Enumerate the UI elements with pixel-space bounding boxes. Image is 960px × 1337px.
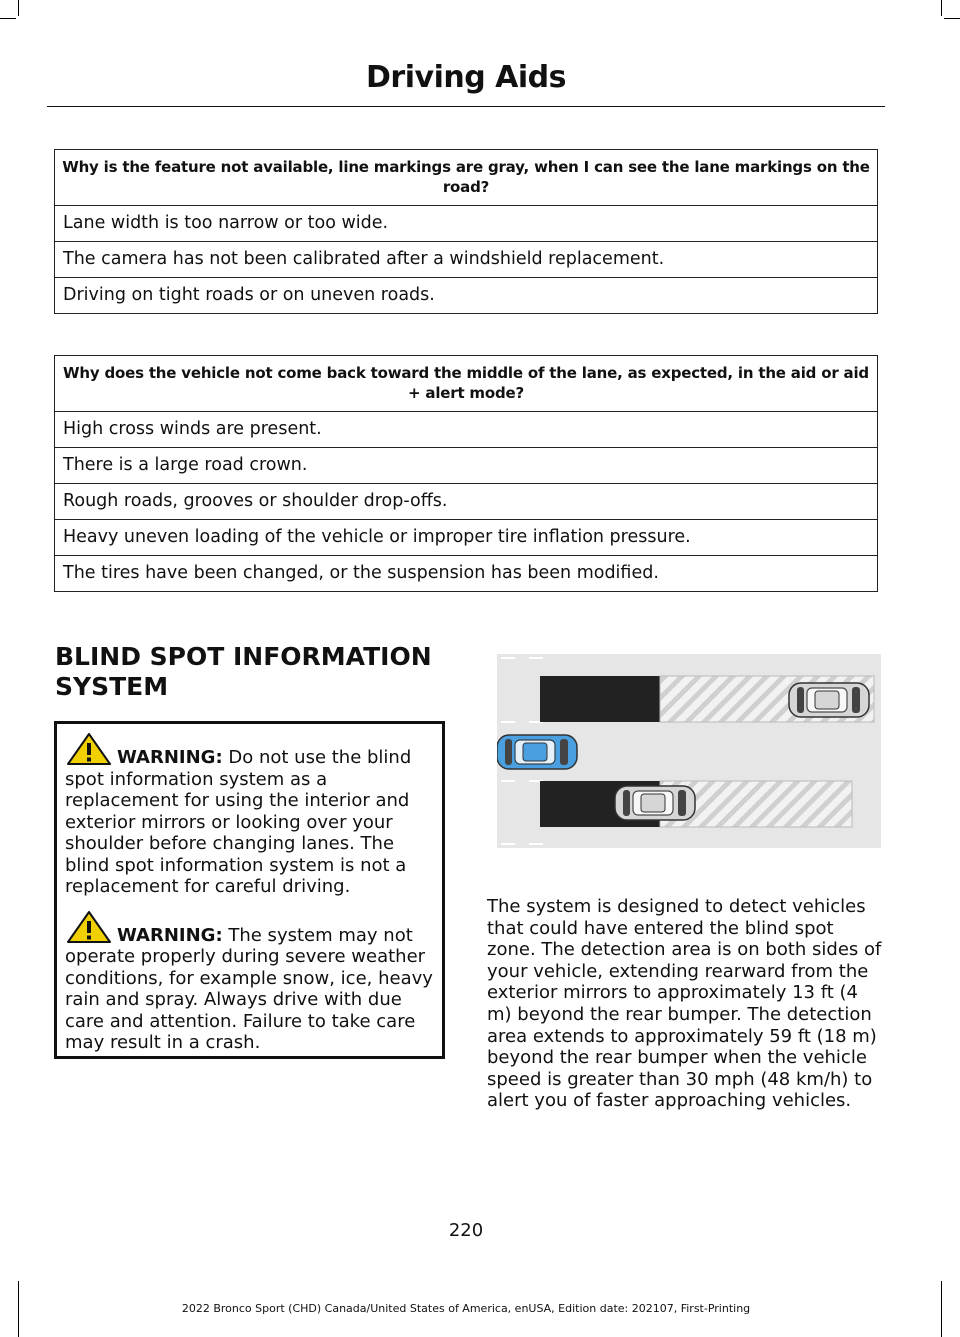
crop-mark-top-left (18, 0, 19, 16)
section-heading-line2: SYSTEM (55, 672, 169, 701)
title-divider (47, 106, 885, 107)
body-paragraph: The system is designed to detect vehicles that could have entered the blind spot zone. The detection area is on both sides of your vehicle, extending rearward from the exterior mirrors to approximately 13 ft (4 m) beyond the rear bumper. The detection area extends to approximately 59 ft (18 m) beyond the rear bumper when the vehicle speed is greater than 30 mph (48 km/h) to alert you of faster approaching vehicles. (487, 896, 882, 1112)
warning-paragraph (65, 732, 434, 898)
warning-text: Do not use the blind spot information system as a replacement for using the interior and exterior mirrors or looking over your shoulder before changing lanes. The blind spot information system is not a replacement for careful driving. (65, 747, 412, 897)
table-row: Rough roads, grooves or shoulder drop-offs. (55, 484, 877, 520)
table-question: Why does the vehicle not come back toward the middle of the lane, as expected, in the aid or aid + alert mode? (55, 356, 877, 412)
table-row: Driving on tight roads or on uneven roads. (63, 285, 435, 305)
table-row: There is a large road crown. (55, 448, 877, 484)
page-number: 220 (448, 1220, 484, 1241)
crop-mark-top-right-h (944, 18, 960, 19)
crop-mark-top-right (941, 0, 942, 16)
warning-label: WARNING: (117, 924, 223, 946)
page-title: Driving Aids (366, 60, 566, 95)
crop-mark-top-left-h (0, 18, 16, 19)
troubleshooting-table-lane-centering (54, 355, 878, 592)
approaching-vehicle-upper (789, 683, 869, 717)
table-row: Heavy uneven loading of the vehicle or improper tire inflation pressure. (55, 520, 877, 556)
detection-zone-upper-dark (540, 676, 660, 722)
section-heading (55, 642, 455, 702)
warning-paragraph (65, 910, 434, 1054)
warning-text: The system may not operate properly during severe weather conditions, for example snow, ice, heavy rain and spray. Always drive with due care and attention. Failure to take care may result in a crash. (65, 924, 433, 1053)
warning-triangle-icon (65, 910, 113, 944)
table-row: High cross winds are present. (55, 412, 877, 448)
table-question: Why is the feature not available, line markings are gray, when I can see the lane markings on the road? (55, 150, 877, 206)
warning-box (54, 721, 445, 1059)
blind-spot-diagram (497, 654, 881, 848)
footer-edition-info: 2022 Bronco Sport (CHD) Canada/United States of America, enUSA, Edition date: 202107, First-Printing (181, 1302, 751, 1315)
approaching-vehicle-lower (615, 786, 695, 820)
table-row: Lane width is too narrow or too wide. (55, 206, 877, 242)
crop-mark-bottom-right (941, 1281, 942, 1337)
section-heading-line1: BLIND SPOT INFORMATION (55, 642, 432, 671)
warning-label: WARNING: (117, 747, 223, 768)
table-row: The camera has not been calibrated after a windshield replacement. (55, 242, 877, 278)
ego-vehicle (497, 735, 577, 769)
troubleshooting-table-lane-markings (54, 149, 878, 314)
table-row: The tires have been changed, or the suspension has been modified. (63, 563, 659, 583)
warning-triangle-icon (65, 732, 113, 766)
